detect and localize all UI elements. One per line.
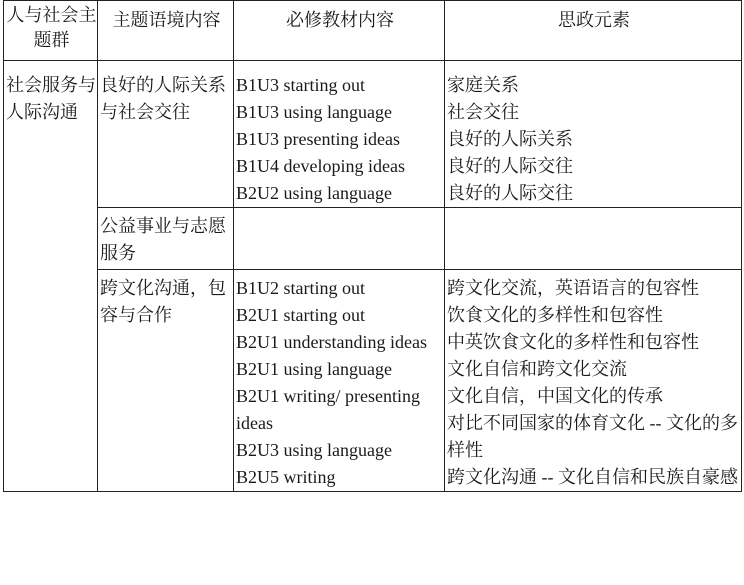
ideology-item: 中英饮食文化的多样性和包容性 bbox=[447, 332, 699, 352]
ideology-item: 良好的人际交往 bbox=[447, 183, 573, 203]
ideology-item: 良好的人际交往 bbox=[447, 156, 573, 176]
ideology-item: 跨文化交流，英语语言的包容性 bbox=[447, 278, 699, 298]
ideology-cell bbox=[445, 270, 742, 492]
context-cell: 跨文化沟通，包容与合作 bbox=[98, 270, 234, 492]
ideology-item: 文化自信，中国文化的传承 bbox=[447, 386, 663, 406]
header-row bbox=[4, 1, 742, 61]
textbook-item: B2U5 writing bbox=[236, 467, 336, 487]
ideology-item: 社会交往 bbox=[447, 102, 519, 122]
table-row bbox=[4, 270, 742, 492]
table-row bbox=[4, 208, 742, 270]
context-cell: 公益事业与志愿服务 bbox=[98, 208, 234, 270]
textbook-item: B2U2 using language bbox=[236, 183, 392, 203]
header-textbook: 必修教材内容 bbox=[234, 1, 445, 61]
group-cell-text: 社会服务与人际沟通 bbox=[6, 75, 96, 122]
textbook-item: B1U3 using language bbox=[236, 102, 392, 122]
textbook-item: B2U1 starting out bbox=[236, 305, 365, 325]
textbook-cell bbox=[234, 270, 445, 492]
textbook-item: B1U4 developing ideas bbox=[236, 156, 405, 176]
ideology-item: 饮食文化的多样性和包容性 bbox=[447, 305, 663, 325]
ideology-cell bbox=[445, 208, 742, 270]
textbook-cell bbox=[234, 208, 445, 270]
ideology-cell bbox=[445, 61, 742, 208]
textbook-item: B1U2 starting out bbox=[236, 278, 365, 298]
table-row bbox=[4, 61, 742, 208]
context-cell: 良好的人际关系与社会交往 bbox=[98, 61, 234, 208]
textbook-item: B1U3 presenting ideas bbox=[236, 129, 400, 149]
group-cell bbox=[4, 61, 98, 492]
header-group: 人与社会主题群 bbox=[4, 1, 98, 61]
textbook-item: B1U3 starting out bbox=[236, 75, 365, 95]
textbook-item: B2U1 understanding ideas bbox=[236, 332, 427, 352]
ideology-item: 良好的人际关系 bbox=[447, 129, 573, 149]
textbook-item: B2U3 using language bbox=[236, 440, 392, 460]
textbook-cell bbox=[234, 61, 445, 208]
curriculum-table bbox=[3, 0, 742, 492]
ideology-item: 家庭关系 bbox=[447, 75, 519, 95]
ideology-item: 文化自信和跨文化交流 bbox=[447, 359, 627, 379]
header-context: 主题语境内容 bbox=[98, 1, 234, 61]
textbook-item: B2U1 writing/ presenting ideas bbox=[236, 386, 420, 433]
header-ideology: 思政元素 bbox=[445, 1, 742, 61]
textbook-item: B2U1 using language bbox=[236, 359, 392, 379]
ideology-item: 跨文化沟通 -- 文化自信和民族自豪感 bbox=[447, 467, 738, 487]
ideology-item: 对比不同国家的体育文化 -- 文化的多样性 bbox=[447, 413, 738, 460]
